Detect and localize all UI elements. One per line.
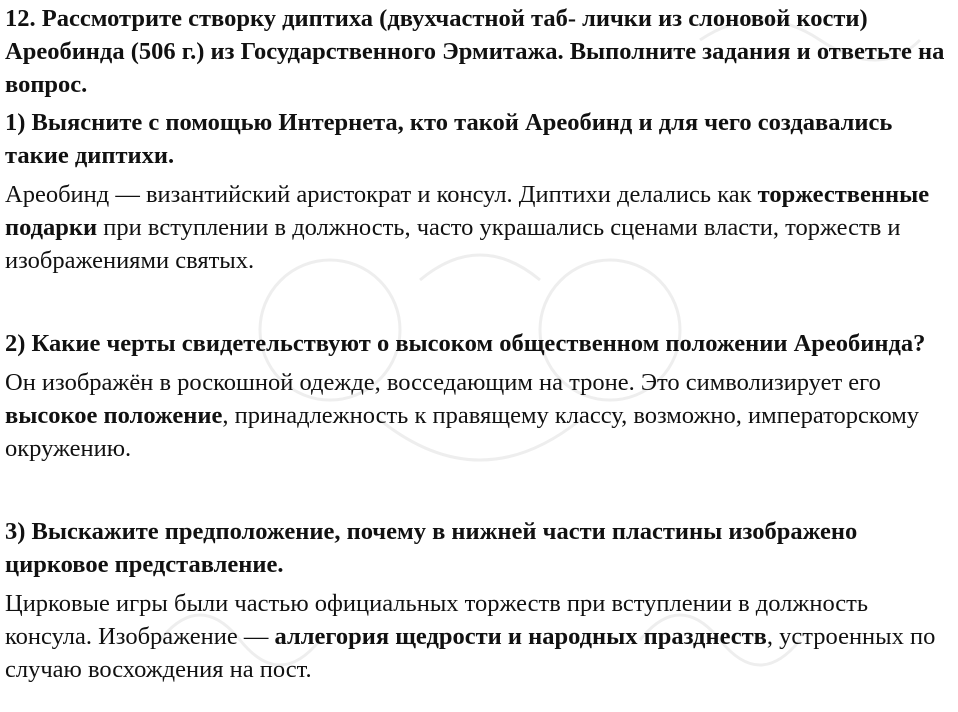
answer-3 [5, 587, 958, 686]
question-1: 1) Выясните с помощью Интернета, кто такой Ареобинд и для чего создавались такие диптихи. [5, 109, 893, 169]
answer-1-text-start: Ареобинд — византийский аристократ и консул. Диптихи делались как [5, 181, 758, 208]
question-2: 2) Какие черты свидетельствуют о высоком общественном положении Ареобинда? [5, 330, 926, 357]
answer-1-highlight: торжественные подарки [5, 181, 930, 241]
answer-2 [5, 366, 958, 465]
answer-2-text-start: Он изображён в роскошной одежде, восседающим на троне. Это символизирует его [5, 369, 881, 396]
answer-1 [5, 178, 958, 277]
task-heading: 12. Рассмотрите створку диптиха (двухчастной таб- лички из слоновой кости) Ареобинда (506 г.) из Государственного Эрмитажа. Выполните задания и ответьте на вопрос. [5, 5, 945, 98]
question-block-2 [5, 327, 958, 465]
answer-3-highlight: аллегория щедрости и народных празднеств [274, 623, 767, 650]
answer-3-text-start: Цирковые игры были частью официальных торжеств при вступлении в должность консула. Изображение — [5, 590, 869, 650]
question-3: 3) Выскажите предположение, почему в нижней части пластины изображено цирковое представление. [5, 518, 858, 578]
question-block-3 [5, 515, 958, 686]
answer-2-highlight: высокое положение [5, 402, 223, 429]
question-block-1 [5, 106, 958, 277]
answer-3-text-end: , устроенных по случаю восхождения на пост. [5, 623, 936, 683]
answer-2-text-end: , принадлежность к правящему классу, возможно, императорскому окружению. [5, 402, 920, 462]
answer-1-text-end: при вступлении в должность, часто украшались сценами власти, торжеств и изображениями святых. [5, 214, 901, 274]
